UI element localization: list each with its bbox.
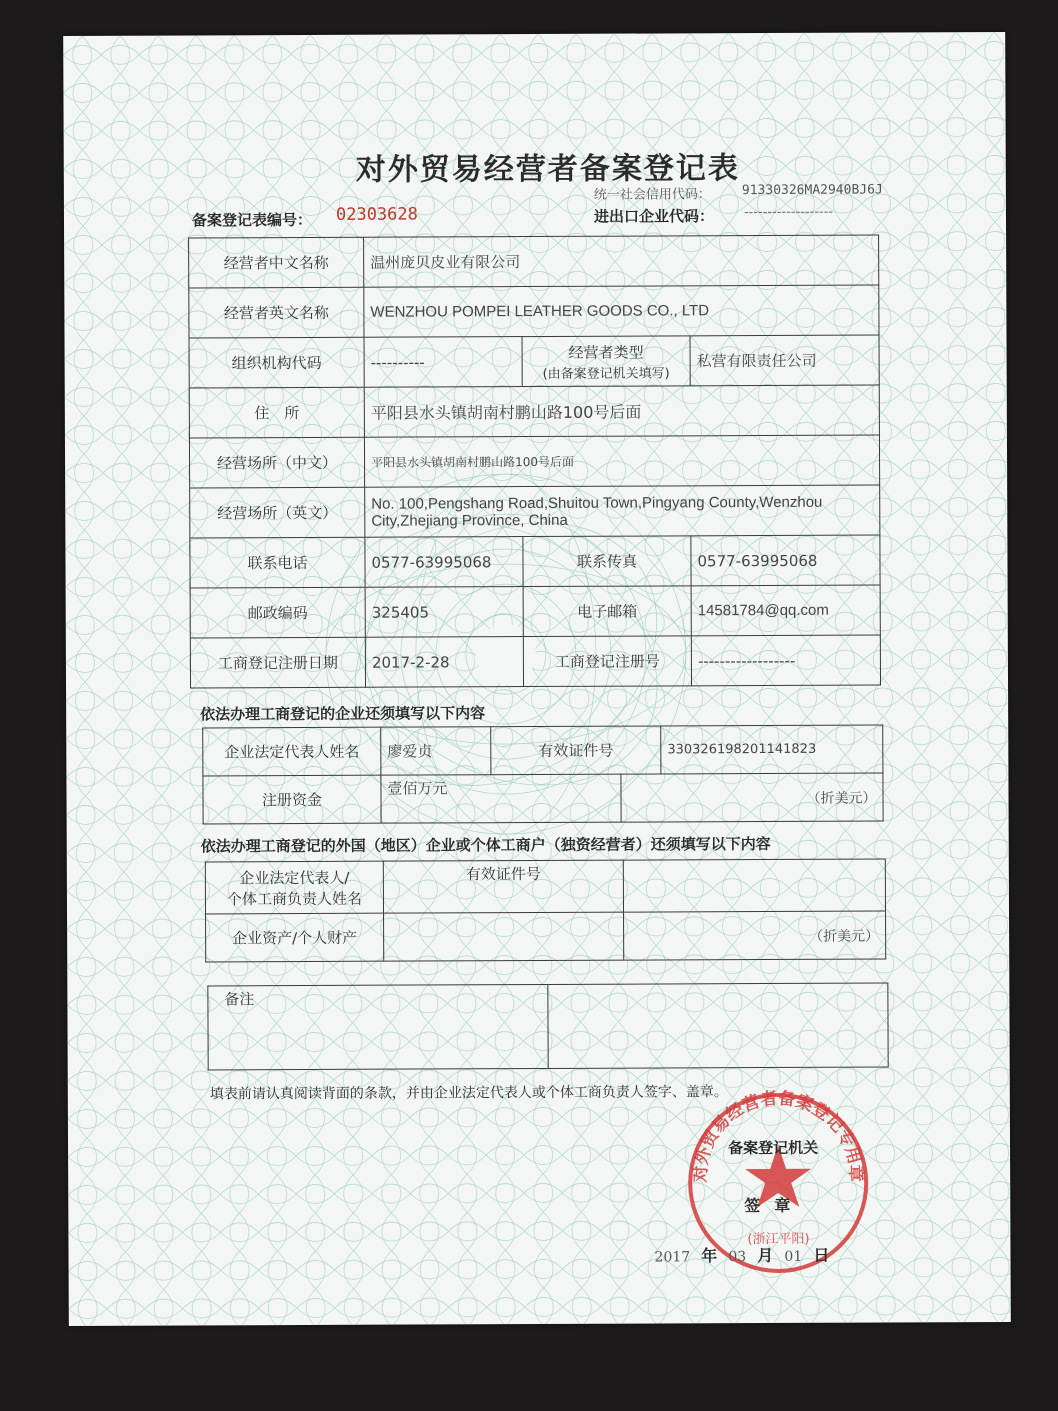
date-day[interactable]: 01	[784, 1248, 803, 1265]
date-month-unit: 月	[757, 1245, 774, 1266]
row-legal-rep	[203, 725, 883, 776]
row-assets	[206, 911, 886, 962]
row-cn-name	[189, 235, 879, 288]
legal-rep-field[interactable]: 廖爱贞	[381, 727, 491, 775]
date-year-unit: 年	[701, 1246, 718, 1266]
operator-type-note: (由备案登记机关填写)	[542, 365, 670, 382]
phone-field[interactable]: 0577-63995068	[365, 537, 523, 588]
svg-text:(浙江平阳): (浙江平阳)	[747, 1231, 810, 1248]
date-month[interactable]: 03	[728, 1249, 747, 1266]
assets-usd-unit: （折美元）	[624, 911, 886, 960]
svg-text:对外贸易经营者备案登记专用章: 对外贸易经营者备案登记专用章	[690, 1088, 866, 1183]
row-capital	[203, 773, 883, 824]
foreign-id-label: 有效证件号	[383, 860, 623, 913]
postal-label: 邮政编码	[190, 587, 365, 638]
email-field[interactable]: 14581784@qq.com	[691, 585, 880, 636]
cn-name-field[interactable]: 温州庞贝皮业有限公司	[364, 235, 879, 287]
address-field[interactable]: 平阳县水头镇胡南村鹏山路100号后面	[364, 385, 879, 437]
reg-no-field[interactable]: ------------------	[691, 635, 880, 686]
credit-code-label: 统一社会信用代码：	[593, 187, 711, 203]
date-day-unit: 日	[813, 1245, 830, 1265]
email-label: 电子邮箱	[523, 586, 691, 637]
credit-code-value: 91330326MA2940BJ6J	[741, 182, 883, 199]
postal-field[interactable]: 325405	[365, 587, 523, 638]
row-postal	[190, 585, 880, 638]
registration-no-label: 备案登记表编号：	[191, 210, 313, 230]
en-name-label: 经营者英文名称	[189, 287, 364, 338]
reg-no-label: 工商登记注册号	[523, 636, 691, 687]
row-foreign-rep	[205, 859, 885, 914]
section1-table	[202, 724, 883, 824]
row-org-code	[189, 335, 879, 388]
fax-field[interactable]: 0577-63995068	[691, 535, 880, 586]
form-title: 对外贸易经营者备案登记表	[355, 151, 740, 188]
foreign-rep-label-line1: 企业法定代表人/	[239, 868, 350, 887]
cn-name-label: 经营者中文名称	[189, 237, 364, 288]
assets-label: 企业资产/个人财产	[206, 913, 384, 962]
org-code-label: 组织机构代码	[189, 337, 364, 388]
ie-code-value: -------------------	[743, 204, 834, 221]
date-year[interactable]: 2017	[654, 1249, 691, 1266]
info-table	[188, 235, 881, 689]
foreign-id-field[interactable]	[623, 859, 885, 912]
site-en-label: 经营场所（英文）	[190, 487, 365, 538]
phone-label: 联系电话	[190, 537, 365, 588]
remarks-label: 备注	[208, 984, 548, 1069]
row-reg-date	[190, 635, 880, 688]
id-no-field[interactable]: 330326198201141823	[661, 725, 883, 774]
row-site-en	[190, 485, 880, 538]
reg-date-label: 工商登记注册日期	[190, 637, 365, 688]
remarks-table	[207, 982, 888, 1070]
foreign-rep-label-cell	[205, 861, 383, 914]
row-site-cn	[189, 435, 879, 488]
row-address	[189, 385, 879, 438]
reg-date-field[interactable]: 2017-2-28	[365, 637, 523, 688]
assets-field[interactable]	[384, 912, 624, 961]
operator-type-field[interactable]: 私营有限责任公司	[690, 335, 879, 386]
sign-label: 签章	[744, 1195, 805, 1216]
date-line	[648, 1243, 829, 1267]
ie-code-label: 进出口企业代码：	[593, 207, 715, 226]
org-code-field[interactable]: ----------	[364, 337, 522, 388]
legal-rep-label: 企业法定代表人姓名	[203, 727, 381, 776]
capital-usd-unit: （折美元）	[621, 773, 883, 822]
address-label: 住 所	[189, 387, 364, 438]
footer-note: 填表前请认真阅读背面的条款，并由企业法定代表人或个体工商负责人签字、盖章。	[209, 1084, 728, 1103]
remarks-field[interactable]	[548, 983, 888, 1068]
registration-form-paper	[63, 32, 1011, 1326]
id-no-label: 有效证件号	[491, 726, 661, 775]
section1-heading: 依法办理工商登记的企业还须填写以下内容	[200, 704, 486, 724]
site-en-field[interactable]: No. 100,Pengshang Road,Shuitou Town,Pingyang County,Wenzhou City,Zhejiang Province, China	[365, 485, 880, 537]
registration-no-value: 02303628	[335, 204, 418, 225]
fax-label: 联系传真	[523, 536, 691, 587]
section2-table	[205, 858, 886, 962]
operator-type-label: 经营者类型	[568, 343, 644, 362]
en-name-field[interactable]: WENZHOU POMPEI LEATHER GOODS CO., LTD	[364, 285, 879, 337]
capital-label: 注册资金	[203, 775, 381, 824]
section2-heading: 依法办理工商登记的外国（地区）企业或个体工商户（独资经营者）还须填写以下内容	[200, 834, 771, 856]
foreign-rep-label-line2: 个体工商负责人姓名	[226, 889, 362, 908]
capital-field[interactable]: 壹佰万元	[381, 774, 621, 823]
row-phone	[190, 535, 880, 588]
stamp-authority: 备案登记机关	[728, 1138, 819, 1158]
operator-type-label-cell	[522, 336, 690, 387]
site-cn-label: 经营场所（中文）	[189, 437, 364, 488]
site-cn-field[interactable]: 平阳县水头镇胡南村鹏山路100号后面	[364, 435, 879, 487]
row-en-name	[189, 285, 879, 338]
